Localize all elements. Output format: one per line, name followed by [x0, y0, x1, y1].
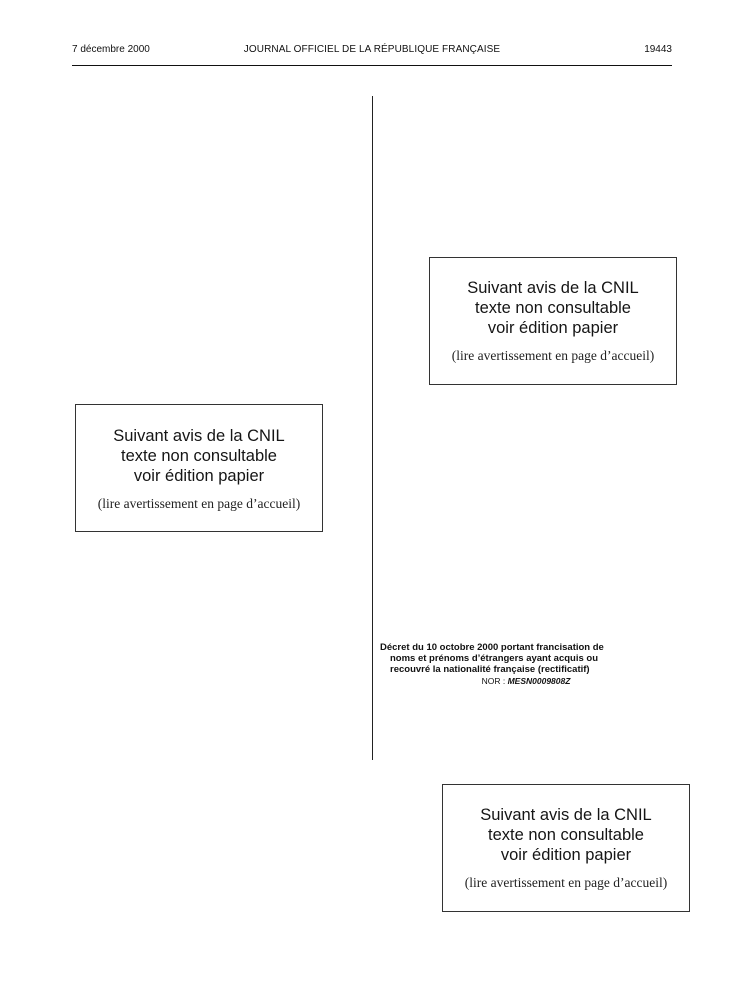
notice-line-2: texte non consultable — [121, 447, 277, 465]
decree-title-line-1: Décret du 10 octobre 2000 portant francisation de — [380, 642, 604, 653]
decree-title-line-3: recouvré la nationalité française (rectificatif) — [390, 664, 590, 675]
cnil-notice-box — [429, 257, 677, 385]
column-divider — [372, 96, 373, 760]
notice-line-2: texte non consultable — [488, 826, 644, 844]
notice-line-2: texte non consultable — [475, 299, 631, 317]
notice-note: (lire avertissement en page d’accueil) — [451, 348, 655, 363]
nor-value: MESN0009808Z — [507, 676, 571, 686]
decree-title — [380, 642, 672, 675]
notice-line-3: voir édition papier — [500, 846, 632, 864]
cnil-notice-box — [442, 784, 690, 912]
page-header — [72, 44, 672, 60]
notice-note: (lire avertissement en page d’accueil) — [464, 875, 668, 890]
page-number: 19443 — [644, 44, 672, 55]
header-rule — [72, 65, 672, 66]
decree-nor — [380, 676, 672, 687]
notice-line-1: Suivant avis de la CNIL — [113, 427, 285, 445]
notice-note: (lire avertissement en page d’accueil) — [97, 496, 301, 511]
notice-line-3: voir édition papier — [487, 319, 619, 337]
notice-line-3: voir édition papier — [133, 467, 265, 485]
notice-line-1: Suivant avis de la CNIL — [467, 279, 639, 297]
cnil-notice-box — [75, 404, 323, 532]
decree-block — [380, 642, 672, 687]
header-date: 7 décembre 2000 — [72, 44, 150, 55]
decree-title-line-2: noms et prénoms d’étrangers ayant acquis ou — [390, 653, 598, 664]
nor-label: NOR : — [481, 676, 506, 686]
notice-line-1: Suivant avis de la CNIL — [480, 806, 652, 824]
journal-title: JOURNAL OFFICIEL DE LA RÉPUBLIQUE FRANÇAISE — [243, 44, 501, 55]
